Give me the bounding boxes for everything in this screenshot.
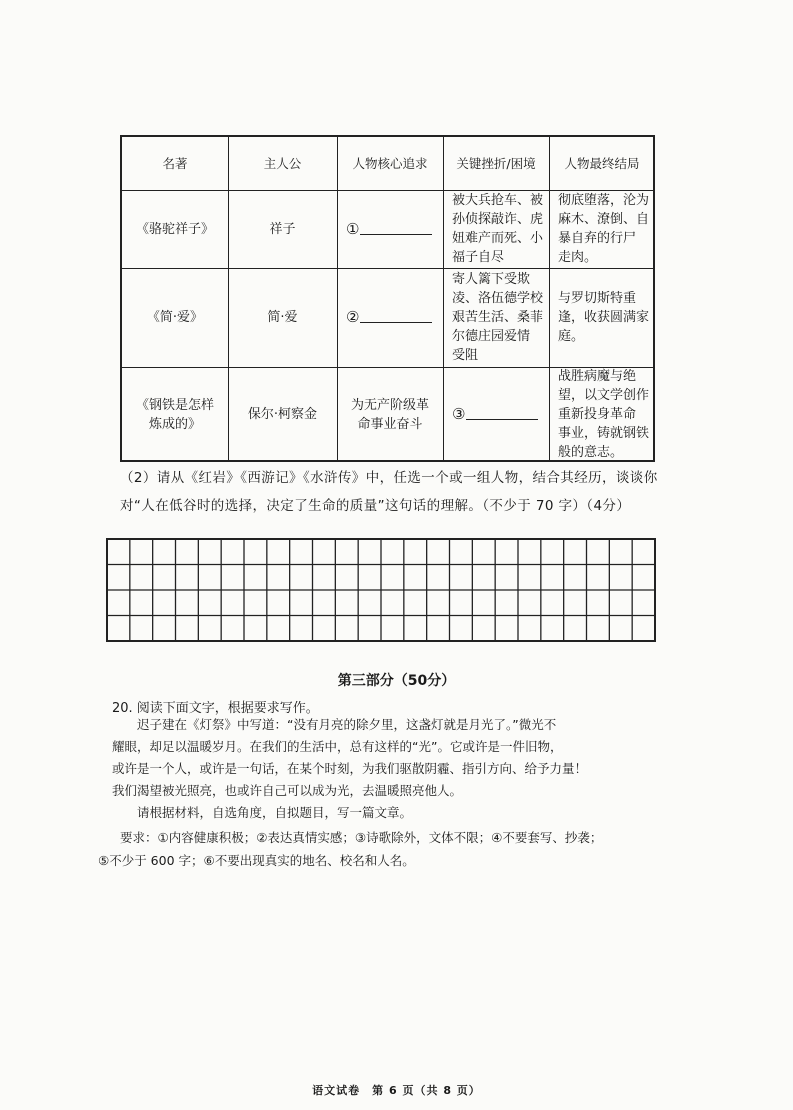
row1-ending [549, 190, 655, 268]
row2-setback-line: 艰苦生活、桑菲 [452, 310, 544, 325]
answer-line-1 [360, 234, 432, 235]
row1-setback-line: 被大兵抢车、被 [452, 193, 544, 208]
material-line: 迟子建在《灯祭》中写道：“没有月亮的除夕里，这盏灯就是月光了。”微光不 [137, 717, 557, 732]
header-ending: 人物最终结局 [564, 156, 640, 171]
row3-setback-blank [443, 367, 549, 462]
row1-ending-line: 彻底堕落，沦为 [558, 193, 650, 208]
material-line: 我们渴望被光照亮，也或许自己可以成为光，去温暖照亮他人。 [112, 783, 463, 798]
row3-pursuit-line: 为无产阶级革 [350, 397, 429, 413]
material-line: 耀眼，却足以温暖岁月。在我们的生活中，总有这样的“光”。它或许是一件旧物， [112, 739, 563, 754]
row3-hero: 保尔·柯察金 [247, 407, 318, 422]
page-footer: 语文试卷 第 6 页（共 8 页） [312, 1084, 481, 1097]
row3-pursuit-line: 命事业奋斗 [357, 416, 423, 432]
row2-ending-line: 庭。 [558, 329, 585, 344]
row2-hero: 简·爱 [267, 310, 298, 325]
row1-setback-line: 孙侦探敲诈、虎 [452, 212, 544, 227]
writing-requirements: ⑤不少于 600 字；⑥不要出现真实的地名、校名和人名。 [98, 853, 415, 868]
blank-1-marker: ① [346, 219, 360, 238]
question-2-line: （2）请从《红岩》《西游记》《水浒传》中，任选一个或一组人物，结合其经历，谈谈你 [120, 470, 658, 486]
row3-ending-line: 战胜病魔与绝 [558, 369, 637, 384]
row3-ending-line: 般的意志。 [558, 445, 624, 460]
blank-3-marker: ③ [452, 405, 466, 423]
row2-ending-line: 逢，收获圆满家 [558, 310, 650, 325]
row2-setback-line: 尔德庄园爱情 [452, 329, 531, 344]
row3-ending-line: 重新投身革命 [558, 407, 637, 422]
row3-book [122, 367, 228, 462]
blank-2-marker: ② [346, 308, 360, 326]
row2-ending-line: 与罗切斯特重 [558, 291, 637, 306]
header-book: 名著 [162, 156, 188, 171]
row2-setback [443, 268, 549, 367]
row1-book: 《骆驼祥子》 [135, 221, 214, 237]
row1-setback-line: 福子自尽 [452, 250, 505, 265]
answer-line-3 [466, 419, 538, 420]
row2-pursuit-blank [337, 268, 443, 367]
row1-ending-line: 走肉。 [558, 250, 598, 265]
material-line: 或许是一个人，或许是一句话，在某个时刻，为我们驱散阴霾、指引方向、给予力量！ [112, 761, 588, 776]
row2-setback-line: 受阻 [452, 348, 479, 363]
row2-ending [549, 268, 655, 367]
answer-line-2 [360, 322, 432, 323]
row2-setback-line: 寄人篱下受欺 [452, 272, 531, 287]
header-pursuit: 人物核心追求 [352, 156, 428, 171]
writing-requirements: 要求：①内容健康积极；②表达真情实感；③诗歌除外，文体不限；④不要套写、抄袭； [120, 830, 603, 845]
question-2 [120, 464, 680, 520]
row3-ending-line: 望，以文学创作 [558, 388, 650, 403]
row1-ending-line: 暴自弃的行尸 [558, 231, 637, 246]
question-2-line: 对“人在低谷时的选择，决定了生命的质量”这句话的理解。（不少于 70 字）（4分） [120, 498, 631, 514]
row3-ending [549, 367, 655, 462]
header-hero: 主人公 [263, 156, 302, 171]
row1-ending-line: 麻木、潦倒、自 [558, 212, 650, 227]
row1-hero: 祥子 [269, 221, 296, 237]
row3-pursuit [337, 367, 443, 462]
question-20: 20. 阅读下面文字，根据要求写作。 [112, 701, 319, 716]
answer-grid-lines [106, 538, 656, 642]
writing-instruction: 请根据材料，自选角度，自拟题目，写一篇文章。 [137, 805, 413, 820]
row3-book-line: 《钢铁是怎样 [135, 397, 214, 413]
row1-setback [443, 190, 549, 268]
row2-book: 《简·爱》 [146, 310, 204, 325]
row3-book-line: 炼成的》 [148, 416, 201, 432]
row1-pursuit-blank [337, 190, 443, 268]
header-setback: 关键挫折/困境 [456, 156, 536, 171]
part3-title: 第三部分（50分） [337, 673, 456, 689]
row2-setback-line: 凌、洛伍德学校 [452, 291, 544, 306]
answer-grid[interactable] [106, 538, 656, 642]
reading-table [120, 135, 655, 462]
row1-setback-line: 妞难产而死、小 [452, 231, 544, 246]
row3-ending-line: 事业，铸就钢铁 [558, 426, 650, 441]
